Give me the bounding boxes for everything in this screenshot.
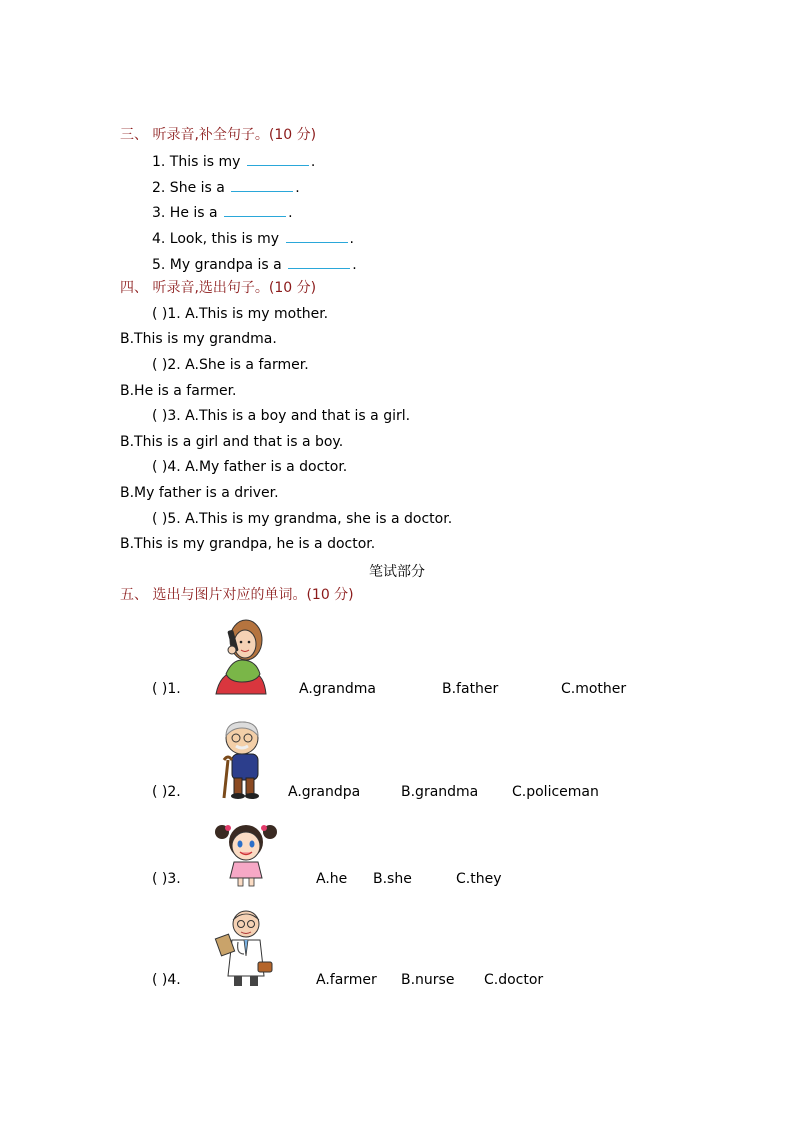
s3-item-3-blank[interactable] <box>224 202 286 217</box>
section3-title: 三、 听录音,补全句子。(10 分) <box>120 127 317 143</box>
s5-item-3-number[interactable]: ( )3. <box>152 871 181 887</box>
s5-item-2-number[interactable]: ( )2. <box>152 784 181 800</box>
s5-item-3-option-c[interactable]: C.they <box>456 871 502 887</box>
s4-item-5-b: B.This is my grandpa, he is a doctor. <box>120 536 376 552</box>
s3-item-1-blank[interactable] <box>247 151 309 166</box>
s4-item-3-b: B.This is a girl and that is a boy. <box>120 434 344 450</box>
s3-item-1-text: 1. This is my <box>152 154 241 170</box>
s5-item-3-option-a[interactable]: A.he <box>316 871 348 887</box>
s4-item-4-a[interactable]: ( )4. A.My father is a doctor. <box>152 459 348 475</box>
s4-item-4-b: B.My father is a driver. <box>120 485 279 501</box>
s3-item-5-text: 5. My grandpa is a <box>152 257 282 273</box>
s4-item-3-a[interactable]: ( )3. A.This is a boy and that is a girl. <box>152 408 411 424</box>
s3-item-1-period: . <box>310 154 316 170</box>
s3-item-2-period: . <box>295 180 300 196</box>
s3-item-2 <box>152 177 300 197</box>
section5-title: 五、 选出与图片对应的单词。(10 分) <box>120 587 354 603</box>
s5-item-3-option-b[interactable]: B.she <box>373 871 412 887</box>
s5-item-2-option-a[interactable]: A.grandpa <box>288 784 361 800</box>
s5-item-4-option-b[interactable]: B.nurse <box>401 972 455 988</box>
s3-item-5-period: . <box>352 257 357 273</box>
s3-item-4-blank[interactable] <box>286 228 348 243</box>
s3-item-5-blank[interactable] <box>288 254 350 269</box>
s4-item-2-a[interactable]: ( )2. A.She is a farmer. <box>152 357 309 373</box>
s4-item-1-b: B.This is my grandma. <box>120 331 277 347</box>
s3-item-2-text: 2. She is a <box>152 180 225 196</box>
s5-item-2-option-c[interactable]: C.policeman <box>512 784 599 800</box>
girl-with-pigtails-picture <box>214 820 278 888</box>
doctor-with-clipboard-picture <box>214 906 278 990</box>
old-man-with-cane-picture <box>212 716 270 802</box>
s5-item-1-option-a[interactable]: A.grandma <box>299 681 376 697</box>
written-part-heading: 笔试部分 <box>369 564 425 580</box>
s4-item-5-a[interactable]: ( )5. A.This is my grandma, she is a doctor. <box>152 511 453 527</box>
s4-item-2-b: B.He is a farmer. <box>120 383 237 399</box>
s5-item-4-number[interactable]: ( )4. <box>152 972 181 988</box>
s5-item-4-option-a[interactable]: A.farmer <box>316 972 377 988</box>
s3-item-4-period: . <box>349 231 354 247</box>
s3-item-5 <box>152 254 357 274</box>
s3-item-1 <box>152 151 315 171</box>
woman-on-phone-picture <box>212 616 270 696</box>
s5-item-4-option-c[interactable]: C.doctor <box>484 972 544 988</box>
s3-item-3 <box>152 202 293 222</box>
s5-item-1-option-c[interactable]: C.mother <box>561 681 627 697</box>
s5-item-1-number[interactable]: ( )1. <box>152 681 181 697</box>
s4-item-1-a[interactable]: ( )1. A.This is my mother. <box>152 306 329 322</box>
s3-item-4 <box>152 228 354 248</box>
s5-item-2-option-b[interactable]: B.grandma <box>401 784 479 800</box>
s3-item-4-text: 4. Look, this is my <box>152 231 280 247</box>
s5-item-1-option-b[interactable]: B.father <box>442 681 499 697</box>
s3-item-3-period: . <box>288 205 293 221</box>
s3-item-2-blank[interactable] <box>231 177 293 192</box>
s3-item-3-text: 3. He is a <box>152 205 218 221</box>
section4-title: 四、 听录音,选出句子。(10 分) <box>120 280 317 296</box>
